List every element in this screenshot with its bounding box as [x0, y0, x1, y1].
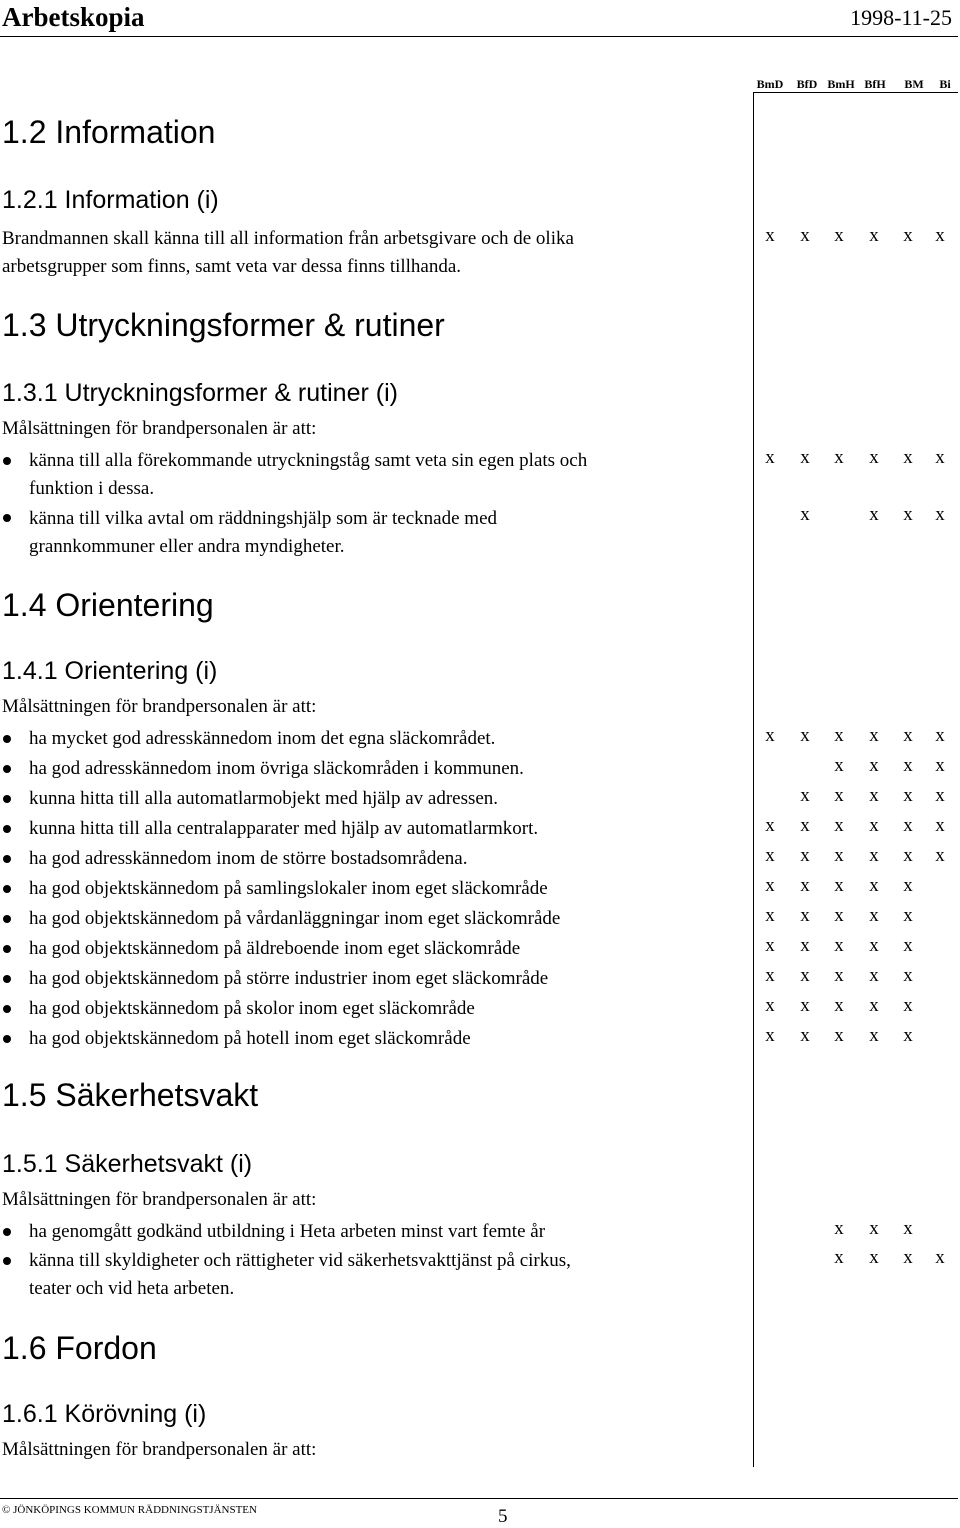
list-item-text: ha god adresskännedom inom de större bostadsområdena. — [29, 848, 468, 869]
bullet-icon — [3, 915, 11, 923]
mark-bi: x — [935, 504, 945, 525]
mark-bmh: x — [834, 225, 844, 246]
subsection-heading-1-5-1: 1.5.1 Säkerhetsvakt (i) — [2, 1150, 253, 1178]
bullet-icon — [3, 735, 11, 743]
list-item-text: ha god objektskännedom på större industrier inom eget släckområde — [29, 968, 549, 989]
mark-bfh: x — [869, 1247, 879, 1268]
mark-bi: x — [935, 225, 945, 246]
mark-bfh: x — [869, 875, 879, 896]
mark-bi: x — [935, 725, 945, 746]
bullet-icon — [3, 1257, 11, 1265]
paragraph-line: Brandmannen skall känna till all information från arbetsgivare och de olika — [2, 228, 574, 249]
mark-bm: x — [903, 935, 913, 956]
section-heading-1-3: 1.3 Utryckningsformer & rutiner — [2, 307, 445, 343]
mark-bi: x — [935, 755, 945, 776]
mark-bm: x — [903, 755, 913, 776]
footer-organization — [2, 1504, 257, 1516]
mark-bmd: x — [765, 725, 775, 746]
list-item-text: ha god objektskännedom på skolor inom eget släckområde — [29, 998, 475, 1019]
list-item-text: ha god objektskännedom på samlingslokaler inom eget släckområde — [29, 878, 548, 899]
subsection-heading-1-6-1: 1.6.1 Körövning (i) — [2, 1400, 207, 1428]
header-rule — [0, 36, 958, 37]
mark-bfh: x — [869, 935, 879, 956]
mark-bfd: x — [800, 504, 810, 525]
list-item-text: ha god objektskännedom på hotell inom eget släckområde — [29, 1028, 471, 1049]
list-item-text: teater och vid heta arbeten. — [29, 1278, 235, 1299]
mark-bmh: x — [834, 1218, 844, 1239]
mark-bi: x — [935, 785, 945, 806]
intro-text: Målsättningen för brandpersonalen är att: — [2, 1439, 317, 1460]
mark-bfh: x — [869, 504, 879, 525]
column-header-bmd: BmD — [756, 77, 784, 91]
mark-bfd: x — [800, 935, 810, 956]
mark-bfh: x — [869, 1218, 879, 1239]
intro-text: Målsättningen för brandpersonalen är att: — [2, 1189, 317, 1210]
mark-bm: x — [903, 1247, 913, 1268]
mark-bmd: x — [765, 1025, 775, 1046]
column-header-bfd: BfD — [796, 77, 818, 91]
mark-bmd: x — [765, 995, 775, 1016]
mark-bfd: x — [800, 225, 810, 246]
list-item-text: ha genomgått godkänd utbildning i Heta arbeten minst vart femte år — [29, 1221, 546, 1242]
mark-bm: x — [903, 905, 913, 926]
mark-bmd: x — [765, 447, 775, 468]
mark-bfh: x — [869, 447, 879, 468]
bullet-icon — [3, 1228, 11, 1236]
mark-bfh: x — [869, 905, 879, 926]
bullet-icon — [3, 514, 11, 522]
page-number: 5 — [498, 1506, 508, 1527]
bullet-icon — [3, 1005, 11, 1013]
mark-bi: x — [935, 447, 945, 468]
mark-bm: x — [903, 504, 913, 525]
mark-bfh: x — [869, 965, 879, 986]
list-item-text: funktion i dessa. — [29, 478, 155, 499]
mark-bm: x — [903, 447, 913, 468]
mark-bfh: x — [869, 1025, 879, 1046]
column-header-bfh: BfH — [864, 77, 886, 91]
document-date: 1998-11-25 — [850, 5, 952, 30]
mark-bm: x — [903, 785, 913, 806]
list-item-text: ha god objektskännedom på vårdanläggningar inom eget släckområde — [29, 908, 561, 929]
mark-bfd: x — [800, 995, 810, 1016]
intro-text: Målsättningen för brandpersonalen är att: — [2, 418, 317, 439]
subsection-heading-1-4-1: 1.4.1 Orientering (i) — [2, 657, 218, 685]
list-item-text: känna till vilka avtal om räddningshjälp som är tecknade med — [29, 508, 498, 529]
bullet-icon — [3, 885, 11, 893]
mark-bmh: x — [834, 815, 844, 836]
mark-bm: x — [903, 845, 913, 866]
paragraph-line: arbetsgrupper som finns, samt veta var dessa finns tillhanda. — [2, 256, 462, 277]
column-header-bm: BM — [904, 77, 924, 91]
mark-bmh: x — [834, 965, 844, 986]
mark-bfd: x — [800, 845, 810, 866]
mark-bfd: x — [800, 1025, 810, 1046]
mark-bmh: x — [834, 1025, 844, 1046]
mark-bmd: x — [765, 965, 775, 986]
list-item-text: ha god objektskännedom på äldreboende inom eget släckområde — [29, 938, 521, 959]
list-item-text: grannkommuner eller andra myndigheter. — [29, 536, 345, 557]
list-item-text: känna till alla förekommande utryckningståg samt veta sin egen plats och — [29, 450, 588, 471]
mark-bmd: x — [765, 225, 775, 246]
mark-bfd: x — [800, 965, 810, 986]
mark-bm: x — [903, 1218, 913, 1239]
section-heading-1-2: 1.2 Information — [2, 114, 216, 150]
mark-bmh: x — [834, 1247, 844, 1268]
mark-bmh: x — [834, 875, 844, 896]
mark-bmh: x — [834, 905, 844, 926]
mark-bfd: x — [800, 447, 810, 468]
column-divider — [753, 92, 754, 1467]
bullet-icon — [3, 795, 11, 803]
bullet-icon — [3, 945, 11, 953]
subsection-heading-1-3-1: 1.3.1 Utryckningsformer & rutiner (i) — [2, 379, 398, 407]
intro-text: Målsättningen för brandpersonalen är att: — [2, 696, 317, 717]
list-item-text: känna till skyldigheter och rättigheter vid säkerhetsvakttjänst på cirkus, — [29, 1250, 571, 1271]
mark-bfh: x — [869, 815, 879, 836]
bullet-icon — [3, 825, 11, 833]
column-header-rule — [753, 92, 958, 93]
section-heading-1-4: 1.4 Orientering — [2, 587, 214, 623]
mark-bmd: x — [765, 905, 775, 926]
section-heading-1-5: 1.5 Säkerhetsvakt — [2, 1077, 259, 1113]
mark-bfh: x — [869, 845, 879, 866]
footer-org-text: JÖNKÖPINGS KOMMUN RÄDDNINGSTJÄNSTEN — [13, 1504, 257, 1516]
mark-bi: x — [935, 815, 945, 836]
bullet-icon — [3, 1035, 11, 1043]
list-item-text: ha god adresskännedom inom övriga släckområden i kommunen. — [29, 758, 524, 779]
mark-bmd: x — [765, 845, 775, 866]
mark-bm: x — [903, 225, 913, 246]
mark-bfd: x — [800, 725, 810, 746]
mark-bi: x — [935, 1247, 945, 1268]
mark-bmh: x — [834, 785, 844, 806]
bullet-icon — [3, 765, 11, 773]
mark-bm: x — [903, 995, 913, 1016]
mark-bfh: x — [869, 755, 879, 776]
mark-bfh: x — [869, 995, 879, 1016]
mark-bmh: x — [834, 755, 844, 776]
mark-bm: x — [903, 815, 913, 836]
mark-bfd: x — [800, 785, 810, 806]
section-heading-1-6: 1.6 Fordon — [2, 1330, 157, 1366]
bullet-icon — [3, 457, 11, 465]
document-title: Arbetskopia — [2, 2, 145, 32]
footer-rule — [0, 1498, 958, 1499]
mark-bmh: x — [834, 995, 844, 1016]
list-item-text: kunna hitta till alla automatlarmobjekt med hjälp av adressen. — [29, 788, 499, 809]
mark-bmd: x — [765, 935, 775, 956]
column-header-bi: Bi — [939, 77, 951, 91]
mark-bmh: x — [834, 935, 844, 956]
mark-bmd: x — [765, 815, 775, 836]
mark-bfh: x — [869, 725, 879, 746]
bullet-icon — [3, 975, 11, 983]
mark-bmh: x — [834, 725, 844, 746]
mark-bmh: x — [834, 447, 844, 468]
mark-bfd: x — [800, 905, 810, 926]
mark-bm: x — [903, 875, 913, 896]
list-item-text: ha mycket god adresskännedom inom det egna släckområdet. — [29, 728, 496, 749]
mark-bfd: x — [800, 815, 810, 836]
bullet-icon — [3, 855, 11, 863]
mark-bm: x — [903, 965, 913, 986]
subsection-heading-1-2-1: 1.2.1 Information (i) — [2, 186, 219, 214]
copyright-icon: © — [2, 1504, 11, 1516]
mark-bfh: x — [869, 785, 879, 806]
mark-bfd: x — [800, 875, 810, 896]
mark-bmh: x — [834, 845, 844, 866]
column-header-bmh: BmH — [827, 77, 855, 91]
mark-bmd: x — [765, 875, 775, 896]
mark-bm: x — [903, 725, 913, 746]
list-item-text: kunna hitta till alla centralapparater med hjälp av automatlarmkort. — [29, 818, 539, 839]
mark-bm: x — [903, 1025, 913, 1046]
mark-bi: x — [935, 845, 945, 866]
mark-bfh: x — [869, 225, 879, 246]
